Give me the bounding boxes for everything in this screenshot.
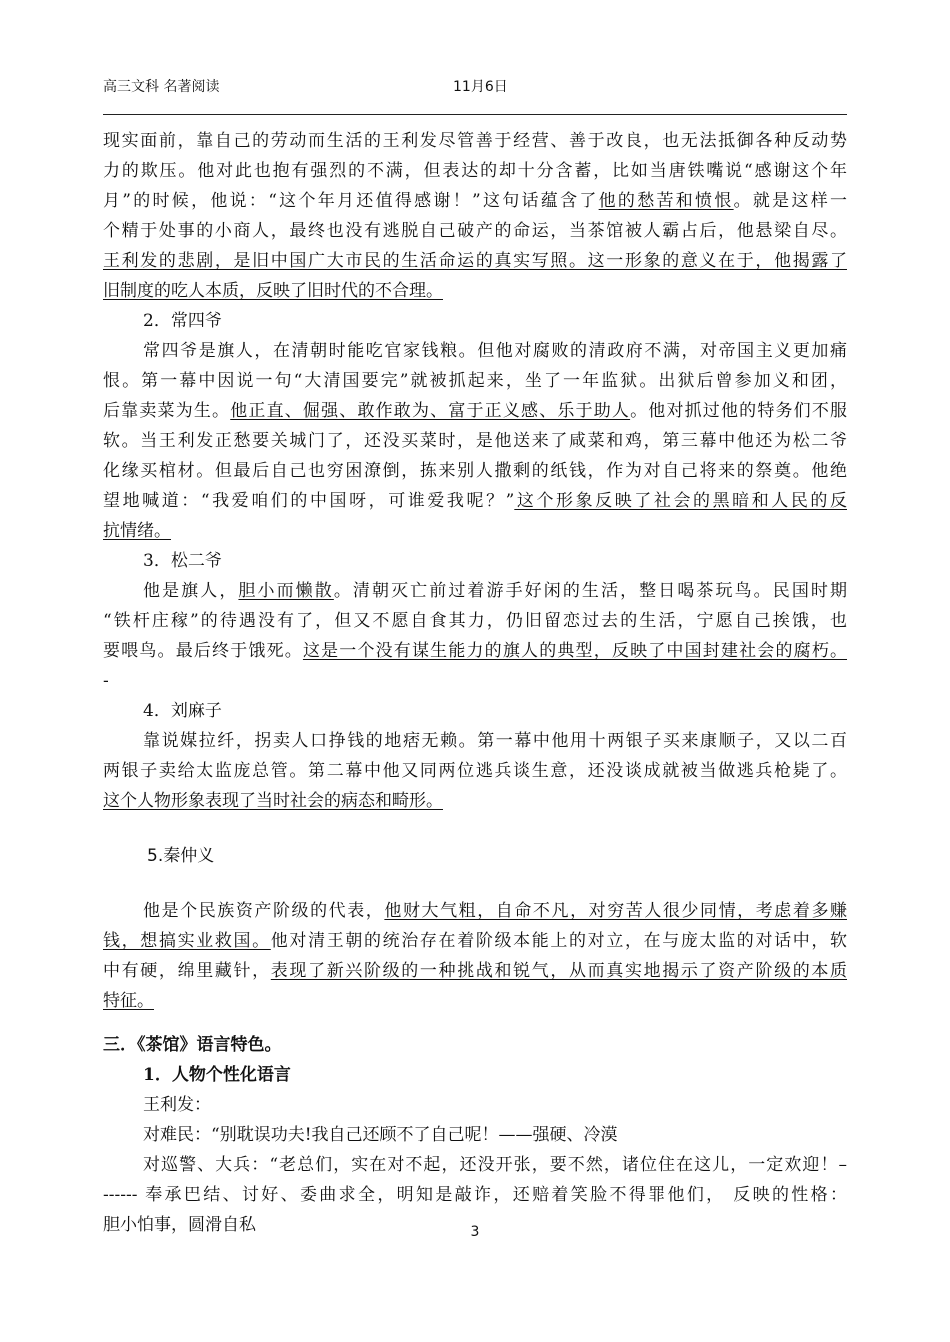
text-line xyxy=(103,276,847,306)
page-header xyxy=(103,76,847,98)
text-line xyxy=(103,576,847,606)
underlined-text: 胆小而懒散 xyxy=(238,581,334,601)
text-line xyxy=(103,956,847,986)
text-line xyxy=(103,986,847,1016)
underlined-text: 旧制度的吃人本质，反映了旧时代的不合理。 xyxy=(103,281,443,301)
text-line: 王利发： xyxy=(143,1095,211,1115)
header-course: 高三文科 名著阅读 xyxy=(103,79,220,95)
text-line: 化缘买棺材。但最后自己也穷困潦倒，拣来别人撒剩的纸钱，作为对自己将来的祭奠。他绝 xyxy=(103,461,847,481)
text-line xyxy=(103,896,847,926)
underlined-text: 他财大气粗，自命不凡，对穷苦人很少同情，考虑着多赚 xyxy=(384,901,848,921)
underlined-text: 他正直、倔强、敢作敢为、富于正义感、乐于助人 xyxy=(230,401,631,421)
text-span: 后靠卖菜为生。 xyxy=(103,401,231,421)
section-heading-liumazi: 4．刘麻子 xyxy=(143,701,222,721)
text-span: 。就是这样一 xyxy=(733,191,848,211)
paragraph-changsiye xyxy=(103,336,847,546)
text-line: ------ 奉承巴结、讨好、委曲求全，明知是敲诈，还赔着笑脸不得罪他们， 反映的性格： xyxy=(103,1185,847,1205)
text-span: 。他对抓过他的特务们不服 xyxy=(630,401,848,421)
text-line xyxy=(103,786,847,816)
text-line: 软。当王利发正愁要关城门了，还没买菜时，是他送来了咸菜和鸡，第三幕中他还为松二爷 xyxy=(103,431,847,451)
text-line xyxy=(103,246,847,276)
header-rule xyxy=(103,114,847,115)
text-line xyxy=(103,516,847,546)
text-span: 要喂鸟。最后终于饿死。 xyxy=(103,641,303,661)
text-line: 对难民：“别耽误功夫!我自己还顾不了自己呢！——强硬、冷漠 xyxy=(143,1125,618,1145)
text-span: 中有硬，绵里藏针， xyxy=(103,961,271,981)
paragraph-qinzhongyi xyxy=(103,896,847,1016)
underlined-text: 钱，想搞实业救国。 xyxy=(103,931,271,951)
text-line: 对巡警、大兵：“老总们，实在对不起，还没开张，要不然，诸位住在这儿，一定欢迎！– xyxy=(143,1155,847,1175)
underlined-text: 这个人物形象表现了当时社会的病态和畸形。 xyxy=(103,791,443,811)
text-span: 。清朝灭亡前过着游手好闲的生活，整日喝茶玩鸟。民国时期 xyxy=(333,581,848,601)
text-line: 常四爷是旗人，在清朝时能吃官家钱粮。但他对腐败的清政府不满，对帝国主义更加痛 xyxy=(143,341,847,361)
document-body xyxy=(103,126,847,1240)
section-heading-changsiye: 2．常四爷 xyxy=(143,311,222,331)
underlined-text: 他的愁苦和愤恨 xyxy=(598,191,734,211)
spacer xyxy=(103,871,847,896)
text-line: 胆小怕事，圆滑自私 xyxy=(103,1215,256,1235)
underlined-text: 这是一个没有谋生能力的旗人的典型，反映了中国封建社会的腐朽。 xyxy=(302,641,848,661)
underlined-text: 这个形象反映了社会的黑暗和人民的反 xyxy=(514,491,847,511)
paragraph-liumazi xyxy=(103,726,847,816)
underlined-text: 特征。 xyxy=(103,991,154,1011)
text-span: 他对清王朝的统治存在着阶级本能上的对立，在与庞太监的对话中，软 xyxy=(270,931,848,951)
spacer xyxy=(103,816,847,841)
section-heading-qinzhongyi: 5.秦仲义 xyxy=(147,846,215,866)
underlined-text: 表现了新兴阶级的一种挑战和锐气，从而真实地揭示了资产阶级的本质 xyxy=(270,961,848,981)
text-line xyxy=(103,636,847,666)
underlined-text: 王利发的悲剧，是旧中国广大市民的生活命运的真实写照。这一形象的意义在于，他揭露了 xyxy=(103,251,847,271)
underlined-text: 抗情绪。 xyxy=(103,521,171,541)
header-date: 11月6日 xyxy=(453,79,508,95)
text-line: 力的欺压。他对此也抱有强烈的不满，但表达的却十分含蓄，比如当唐铁嘴说“感谢这个年 xyxy=(103,161,847,181)
text-line: 恨。第一幕中因说一句“大清国要完”就被抓起来，坐了一年监狱。出狱后曾参加义和团， xyxy=(103,371,847,391)
text-line: 两银子卖给太监庞总管。第二幕中他又同两位逃兵谈生意，还没谈成就被当做逃兵枪毙了。 xyxy=(103,761,847,781)
page-number: 3 xyxy=(470,1224,480,1240)
text-span: 他是旗人， xyxy=(143,581,239,601)
text-line xyxy=(103,186,847,216)
text-line: 现实面前，靠自己的劳动而生活的王利发尽管善于经营、善于改良，也无法抵御各种反动势 xyxy=(103,131,847,151)
paragraph-language xyxy=(103,1090,847,1240)
text-line: 个精于处事的小商人，最终也没有逃脱自己破产的命运，当茶馆被人霸占后，他悬梁自尽。 xyxy=(103,221,847,241)
text-line xyxy=(103,486,847,516)
text-line: 靠说媒拉纤，拐卖人口挣钱的地痞无赖。第一幕中他用十两银子买来康顺子，又以二百 xyxy=(143,731,847,751)
subheading-character-language: 1．人物个性化语言 xyxy=(143,1065,291,1085)
text-span: 月”的时候，他说：“这个年月还值得感谢！”这句话蕴含了 xyxy=(103,191,599,211)
paragraph-wanglifa xyxy=(103,126,847,306)
section-heading-songerye: 3．松二爷 xyxy=(143,551,222,571)
text-line: “铁杆庄稼”的待遇没有了，但又不愿自食其力，仍旧留恋过去的生活，宁愿自己挨饿，也 xyxy=(103,611,847,631)
text-line xyxy=(103,926,847,956)
paragraph-songerye xyxy=(103,576,847,696)
section-heading-language: 三．《茶馆》语言特色。 xyxy=(103,1035,282,1055)
text-line xyxy=(103,396,847,426)
spacer xyxy=(103,1016,847,1030)
text-span: 望地喊道：“我爱咱们的中国呀，可谁爱我呢？” xyxy=(103,491,515,511)
text-span: 他是个民族资产阶级的代表， xyxy=(143,901,385,921)
text-line: - xyxy=(103,671,109,691)
